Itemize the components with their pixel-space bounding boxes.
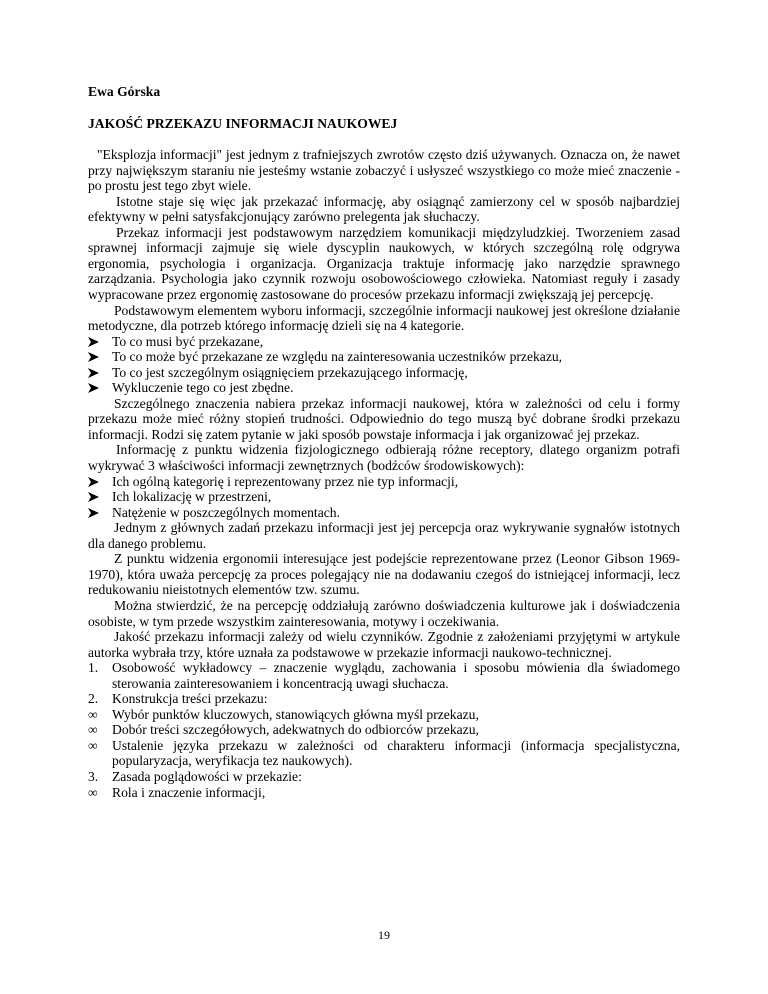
list-item: To co musi być przekazane,: [88, 334, 680, 350]
paragraph-5: Szczególnego znaczenia nabiera przekaz informacji naukowej, która w zależności od celu i formy przekazu może mieć różny stopień trudności. Odpowiednio do tego muszą być dobrane środki przekazu informacji. Rodzi się zatem pytanie w jaki sposób powstaje informacja i jak organizować jej przekaz.: [88, 395, 680, 442]
list-item: Natężenie w poszczególnych momentach.: [88, 505, 680, 521]
infinity-bullet-icon: ∞: [88, 737, 98, 753]
paragraph-2: Istotne staje się więc jak przekazać informację, aby osiągnąć zamierzony cel w sposób najbardziej efektywny w pełni satysfakcjonujący zarówno prelegenta jak słuchaczy.: [88, 193, 680, 225]
list-item: Wykluczenie tego co jest zbędne.: [88, 380, 680, 396]
properties-list: [88, 474, 680, 521]
arrow-bullet-icon: [88, 489, 108, 502]
list-item: To co może być przekazane ze względu na zainteresowania uczestników przekazu,: [88, 349, 680, 365]
numbered-item-3: 3. Zasada poglądowości w przekazie:: [88, 768, 302, 784]
numbered-item-1: 1. Osobowość wykładowcy – znaczenie wyglądu, zachowania i sposobu mówienia dla świadomego sterowania zainteresowaniem i koncentracją uwagi słuchacza.: [88, 660, 680, 691]
list-item: Ich ogólną kategorię i reprezentowany przez nie typ informacji,: [88, 474, 680, 490]
paragraph-7: Jednym z głównych zadań przekazu informacji jest jej percepcja oraz wykrywanie sygnałów istotnych dla danego problemu.: [88, 520, 680, 551]
paragraph-10: Jakość przekazu informacji zależy od wielu czynników. Zgodnie z założeniami przyjętymi w artykule autorka wybrała trzy, które uznała za podstawowe w przekazie informacji naukowo-technicznej.: [88, 629, 680, 660]
arrow-bullet-icon: [88, 365, 108, 378]
category-list: [88, 334, 680, 396]
list-item: ∞ Dobór treści szczegółowych, adekwatnych do odbiorców przekazu,: [88, 722, 479, 738]
page-number: 19: [378, 928, 390, 942]
arrow-bullet-icon: [88, 349, 108, 362]
arrow-bullet-icon: [88, 380, 108, 393]
infinity-bullet-icon: ∞: [88, 722, 98, 738]
infinity-bullet-icon: ∞: [88, 784, 98, 800]
paragraph-4: Podstawowym elementem wyboru informacji, szczególnie informacji naukowej jest określone działanie metodyczne, dla potrzeb którego informację dzieli się na 4 kategorie.: [88, 302, 680, 334]
paragraph-3: Przekaz informacji jest podstawowym narzędziem komunikacji międzyludzkiej. Tworzeniem zasad sprawnej informacji zajmuje się wiele dyscyplin naukowych, w których szczególną rolę odgrywa ergonomia, psychologia i organizacja. Organizacja traktuje informację jako narzędzie sprawnego zarządzania. Psychologia jako czynnik rozwoju osobowościowego człowieka. Natomiast reguły i zasady wypracowane przez ergonomię zastosowane do procesów przekazu informacji zwiększają jej percepcję.: [88, 224, 680, 303]
infinity-bullet-icon: ∞: [88, 706, 98, 722]
arrow-bullet-icon: [88, 505, 108, 518]
list-item: Ich lokalizację w przestrzeni,: [88, 489, 680, 505]
arrow-bullet-icon: [88, 474, 108, 487]
numbered-item-2: 2. Konstrukcja treści przekazu:: [88, 691, 268, 707]
list-item: ∞ Ustalenie języka przekazu w zależności od charakteru informacji (informacja specjalistyczna, popularyzacja, weryfikacja tez naukowych).: [88, 737, 680, 769]
paragraph-8: Z punktu widzenia ergonomii interesujące jest podejście reprezentowane przez (Leonor Gibson 1969-1970), która uważa percepcję za proces polegający nie na dodawaniu czegoś do istniejącej informacji, lecz redukowaniu nieistotnych elementów tzw. szumu.: [88, 551, 680, 598]
list-item: ∞ Rola i znaczenie informacji,: [88, 784, 266, 800]
paragraph-9: Można stwierdzić, że na percepcję oddziałują zarówno doświadczenia kulturowe jak i doświadczenia osobiste, w tym przede wszystkim zainteresowania, motywy i oczekiwania.: [88, 597, 680, 629]
arrow-bullet-icon: [88, 334, 108, 347]
paragraph-6: Informację z punktu widzenia fizjologicznego odbierają różne receptory, dlatego organizm potrafi wykrywać 3 właściwości informacji zewnętrznych (bodźców środowiskowych):: [88, 442, 680, 474]
list-item: To co jest szczególnym osiągnięciem przekazującego informację,: [88, 365, 680, 381]
article-title: JAKOŚĆ PRZEKAZU INFORMACJI NAUKOWEJ: [88, 115, 398, 131]
document-page: [88, 84, 680, 800]
author-name: Ewa Górska: [88, 84, 161, 99]
paragraph-1: "Eksplozja informacji" jest jednym z trafniejszych zwrotów często dziś używanych. Oznacza on, że nawet przy największym staraniu nie jesteśmy wstanie zobaczyć i usłyszeć wszystkiego co może mieć znaczenie - po prostu jest tego zbyt wiele.: [88, 147, 680, 194]
list-item: ∞ Wybór punktów kluczowych, stanowiących główna myśl przekazu,: [88, 706, 479, 722]
